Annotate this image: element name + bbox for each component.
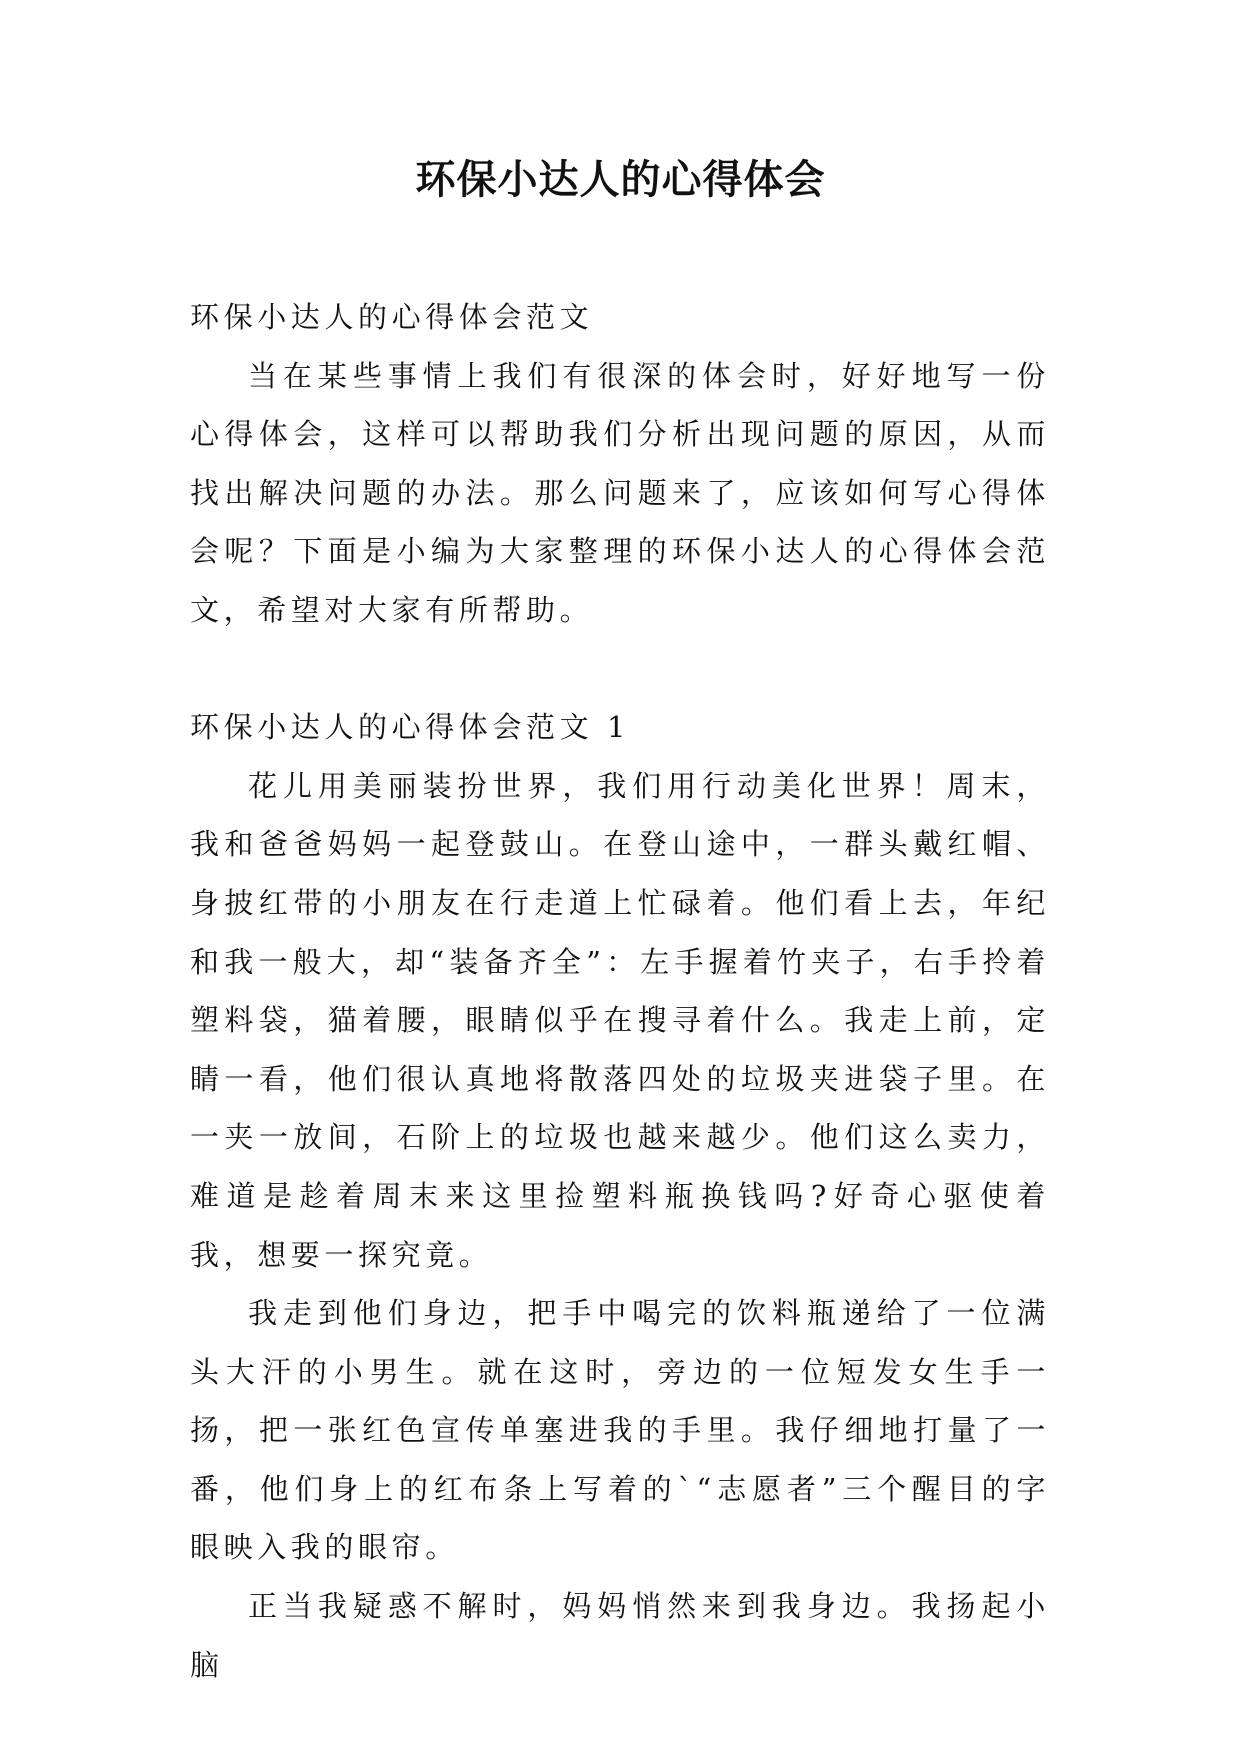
paragraph-spacer [190, 640, 1050, 699]
body-paragraph: 正当我疑惑不解时，妈妈悄然来到我身边。我扬起小脑 [190, 1589, 1050, 1682]
body-paragraph: 我走到他们身边，把手中喝完的饮料瓶递给了一位满头大汗的小男生。就在这时，旁边的一位短发女生手一扬，把一张红色宣传单塞进我的手里。我仔细地打量了一番，他们身上的红布条上写着的`“志愿者”三个醒目的字眼映入我的眼帘。 [190, 1296, 1050, 1565]
section-heading: 环保小达人的心得体会范文 [190, 300, 594, 334]
section-heading: 环保小达人的心得体会范文 1 [190, 710, 631, 745]
document-title: 环保小达人的心得体会 [415, 157, 826, 203]
body-paragraph: 花儿用美丽装扮世界，我们用行动美化世界！周末，我和爸爸妈妈一起登鼓山。在登山途中，一群头戴红帽、身披红带的小朋友在行走道上忙碌着。他们看上去，年纪和我一般大，却“装备齐全”：左手握着竹夹子，右手拎着塑料袋，猫着腰，眼睛似乎在搜寻着什么。我走上前，定睛一看，他们很认真地将散落四处的垃圾夹进袋子里。在一夹一放间，石阶上的垃圾也越来越少。他们这么卖力，难道是趁着周末来这里捡塑料瓶换钱吗?好奇心驱使着我，想要一探究竟。 [190, 768, 1050, 1272]
intro-paragraph: 当在某些事情上我们有很深的体会时，好好地写一份心得体会，这样可以帮助我们分析出现问题的原因，从而找出解决问题的办法。那么问题来了，应该如何写心得体会呢？下面是小编为大家整理的环保小达人的心得体会范文，希望对大家有所帮助。 [190, 358, 1050, 627]
document-body [190, 288, 1050, 1694]
